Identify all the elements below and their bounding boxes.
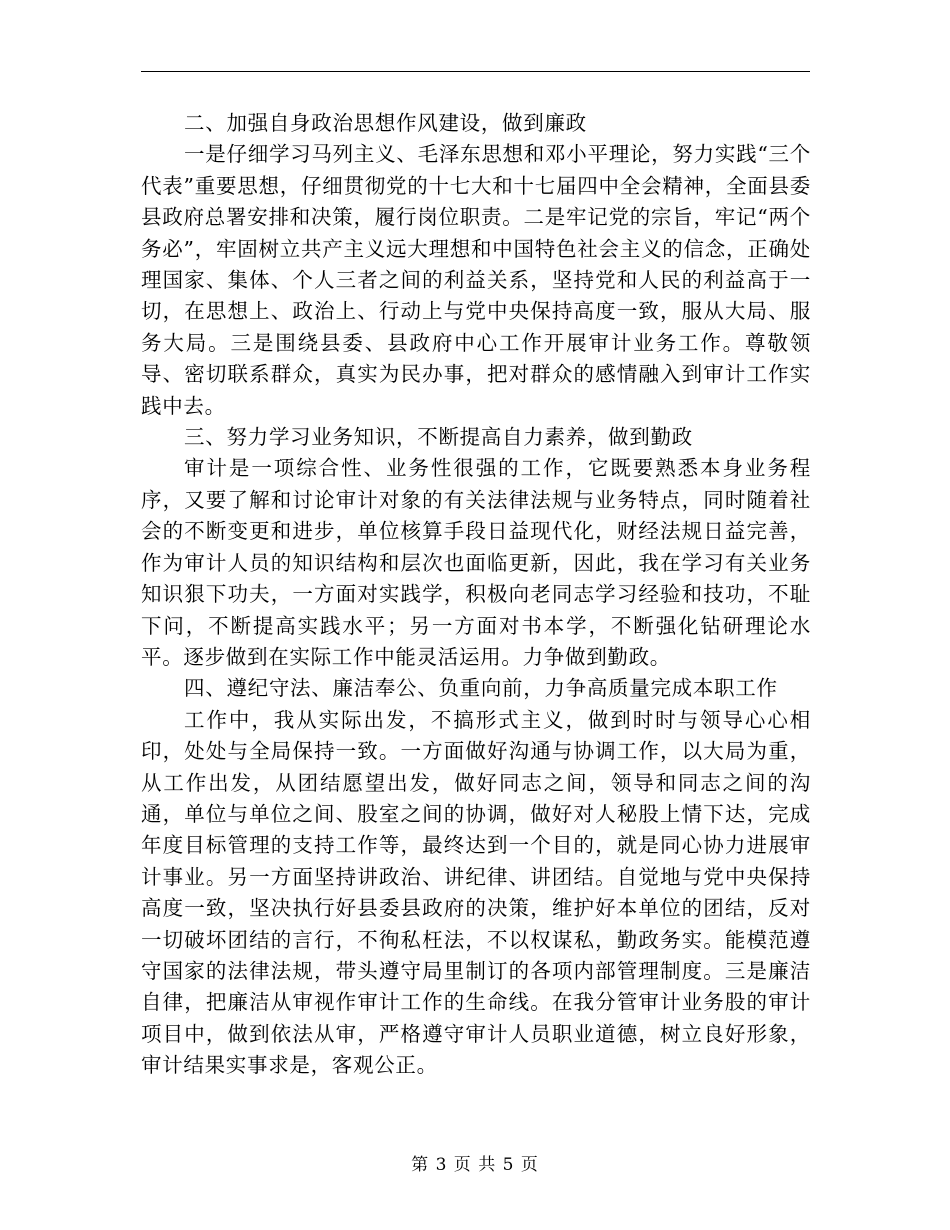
paragraph-audit-knowledge: 审计是一项综合性、业务性很强的工作，它既要熟悉本身业务程序，又要了解和讨论审计对象的有关法律法规与业务特点，同时随着社会的不断变更和进步，单位核算手段日益现代化，财经法规日益完善，作为审计人员的知识结构和层次也面临更新，因此，我在学习有关业务知识狠下功夫，一方面对实践学，积极向老同志学习经验和技功，不耻下问，不断提高实践水平；另一方面对书本学，不断强化钻研理论水平。逐步做到在实际工作中能灵活运用。力争做到勤政。 [141,456,811,669]
document-body [141,108,811,1082]
paragraph-political-study: 一是仔细学习马列主义、毛泽东思想和邓小平理论，努力实践“三个代表”重要思想，仔细贯彻党的十七大和十七届四中全会精神，全面县委县政府总署安排和决策，履行岗位职责。二是牢记党的宗旨，牢记“两个务必”，牢固树立共产主义远大理想和中国特色社会主义的信念，正确处理国家、集体、个人三者之间的利益关系，坚持党和人民的利益高于一切，在思想上、政治上、行动上与党中央保持高度一致，服从大局、服务大局。三是围绕县委、县政府中心工作开展审计业务工作。尊敬领导、密切联系群众，真实为民办事，把对群众的感情融入到审计工作实践中去。 [141,142,811,418]
page-number-footer: 第 3 页 共 5 页 [411,1155,539,1175]
section-heading-4: 四、遵纪守法、廉洁奉公、负重向前，力争高质量完成本职工作 [184,676,778,701]
paragraph-discipline: 工作中，我从实际出发，不搞形式主义，做到时时与领导心心相印，处处与全局保持一致。一方面做好沟通与协调工作，以大局为重，从工作出发，从团结愿望出发，做好同志之间，领导和同志之间的沟通，单位与单位之间、股室之间的协调，做好对人秘股上情下达，完成年度目标管理的支持工作等，最终达到一个目的，就是同心协力进展审计事业。另一方面坚持讲政治、讲纪律、讲团结。自觉地与党中央保持高度一致，坚决执行好县委县政府的决策，维护好本单位的团结，反对一切破坏团结的言行，不徇私枉法，不以权谋私，勤政务实。能模范遵守国家的法律法规，带头遵守局里制订的各项内部管理制度。三是廉洁自律，把廉洁从审视作审计工作的生命线。在我分管审计业务股的审计项目中，做到依法从审，严格遵守审计人员职业道德，树立良好形象，审计结果实事求是，客观公正。 [141,707,811,1078]
header-rule [141,71,810,72]
section-heading-3: 三、努力学习业务知识，不断提高自力素养，做到勤政 [184,425,693,450]
section-heading-2: 二、加强自身政治思想作风建设，做到廉政 [184,111,587,135]
